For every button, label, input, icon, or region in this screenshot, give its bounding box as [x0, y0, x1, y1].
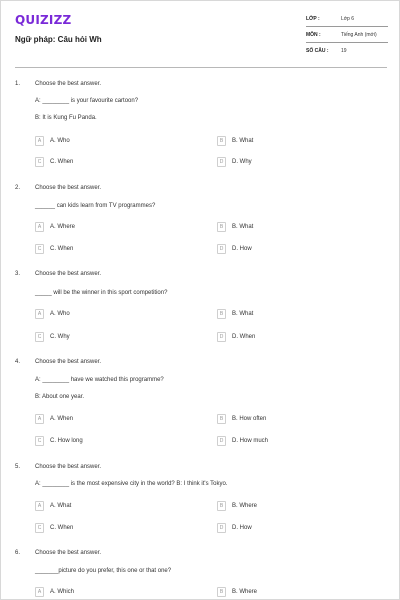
option-letter-box: D — [217, 157, 226, 167]
option-label: D. How much — [232, 438, 269, 444]
option-c[interactable] — [35, 157, 73, 167]
option-letter-box: A — [35, 309, 44, 319]
meta-row-class — [306, 11, 388, 27]
option-label: B. What — [232, 311, 254, 317]
option-label: D. When — [232, 334, 256, 340]
option-c[interactable] — [35, 436, 83, 446]
question-instruction: Choose the best answer. — [35, 359, 102, 365]
question-number: 5. — [15, 464, 21, 470]
option-a[interactable] — [35, 222, 75, 232]
question-text: _______picture do you prefer, this one or that one? — [35, 568, 172, 574]
meta-row-count — [306, 43, 388, 59]
option-c[interactable] — [35, 523, 73, 533]
option-b[interactable] — [217, 309, 253, 319]
option-label: B. Where — [232, 589, 258, 595]
option-d[interactable] — [217, 523, 252, 533]
option-letter-box: D — [217, 332, 226, 342]
option-d[interactable] — [217, 157, 252, 167]
option-a[interactable] — [35, 587, 74, 597]
question-number: 6. — [15, 550, 21, 556]
meta-value: Lớp 6 — [341, 15, 355, 22]
option-letter-box: A — [35, 587, 44, 597]
question-text: A: ________ is the most expensive city in the world? B: I think it's Tokyo. — [35, 481, 228, 487]
question-number: 1. — [15, 81, 21, 87]
option-letter-box: B — [217, 587, 226, 597]
question-text: A: ________ is your favourite cartoon? — [35, 98, 139, 104]
question-text: ______ can kids learn from TV programmes? — [35, 203, 156, 209]
option-label: C. When — [50, 525, 74, 531]
option-letter-box: C — [35, 244, 44, 254]
option-letter-box: B — [217, 501, 226, 511]
question-text: B: About one year. — [35, 394, 85, 400]
option-label: C. When — [50, 159, 74, 165]
header-divider — [15, 67, 387, 68]
option-label: A. Where — [50, 224, 76, 230]
worksheet-header — [1, 1, 399, 67]
option-d[interactable] — [217, 332, 255, 342]
option-label: B. How often — [232, 416, 267, 422]
option-letter-box: D — [217, 244, 226, 254]
option-letter-box: A — [35, 222, 44, 232]
question-instruction: Choose the best answer. — [35, 185, 102, 191]
option-letter-box: C — [35, 332, 44, 342]
option-label: B. Where — [232, 503, 258, 509]
option-a[interactable] — [35, 501, 71, 511]
option-letter-box: B — [217, 309, 226, 319]
meta-key: SỐ CÂU : — [306, 48, 329, 54]
option-label: C. Why — [50, 334, 70, 340]
question-text: B: It is Kung Fu Panda. — [35, 115, 97, 121]
option-letter-box: D — [217, 436, 226, 446]
worksheet-title: Ngữ pháp: Câu hỏi Wh — [15, 35, 102, 44]
meta-table — [306, 11, 388, 59]
option-label: A. Which — [50, 589, 75, 595]
option-letter-box: A — [35, 414, 44, 424]
question-number: 2. — [15, 185, 21, 191]
option-letter-box: C — [35, 436, 44, 446]
option-label: B. What — [232, 224, 254, 230]
option-c[interactable] — [35, 332, 70, 342]
meta-value: Tiếng Anh (mới) — [341, 31, 377, 38]
option-letter-box: B — [217, 136, 226, 146]
option-a[interactable] — [35, 136, 70, 146]
option-label: D. Why — [232, 159, 252, 165]
question-instruction: Choose the best answer. — [35, 271, 102, 277]
option-letter-box: C — [35, 523, 44, 533]
meta-key: LỚP : — [306, 15, 320, 22]
option-letter-box: A — [35, 501, 44, 511]
option-b[interactable] — [217, 222, 253, 232]
option-b[interactable] — [217, 501, 257, 511]
option-label: A. When — [50, 416, 74, 422]
option-label: D. How — [232, 525, 252, 531]
option-label: A. Who — [50, 138, 70, 144]
option-b[interactable] — [217, 587, 257, 597]
option-letter-box: D — [217, 523, 226, 533]
option-c[interactable] — [35, 244, 73, 254]
question-text: _____ will be the winner in this sport competition? — [35, 290, 168, 296]
quizizz-logo: QUIZIZZ — [15, 13, 72, 27]
option-label: B. What — [232, 138, 254, 144]
option-label: A. What — [50, 503, 72, 509]
option-a[interactable] — [35, 414, 73, 424]
question-number: 4. — [15, 359, 21, 365]
question-instruction: Choose the best answer. — [35, 550, 102, 556]
option-label: C. When — [50, 246, 74, 252]
question-instruction: Choose the best answer. — [35, 81, 102, 87]
meta-key: MÔN : — [306, 31, 321, 38]
option-label: C. How long — [50, 438, 83, 444]
option-letter-box: C — [35, 157, 44, 167]
option-a[interactable] — [35, 309, 70, 319]
question-number: 3. — [15, 271, 21, 277]
option-d[interactable] — [217, 244, 252, 254]
option-letter-box: A — [35, 136, 44, 146]
option-b[interactable] — [217, 136, 253, 146]
option-label: D. How — [232, 246, 252, 252]
option-letter-box: B — [217, 414, 226, 424]
option-label: A. Who — [50, 311, 70, 317]
meta-value: 19 — [341, 48, 347, 54]
option-b[interactable] — [217, 414, 266, 424]
option-d[interactable] — [217, 436, 268, 446]
meta-row-subject — [306, 27, 388, 43]
option-letter-box: B — [217, 222, 226, 232]
question-text: A: ________ have we watched this programme? — [35, 377, 164, 383]
question-instruction: Choose the best answer. — [35, 464, 102, 470]
